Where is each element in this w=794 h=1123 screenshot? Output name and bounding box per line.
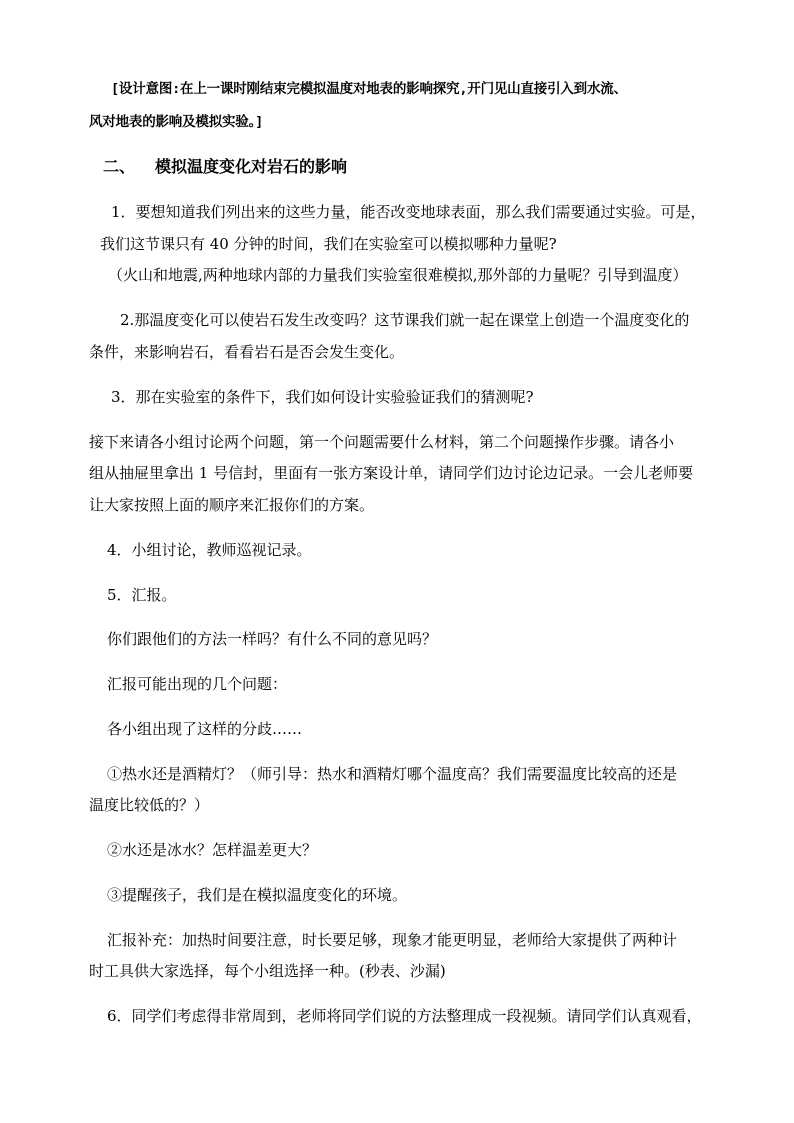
paragraph-6: 5．汇报。 xyxy=(107,586,177,604)
paragraph-1-line-2: 我们这节课只有 40 分钟的时间，我们在实验室可以模拟哪种力量呢? xyxy=(100,235,557,253)
paragraph-12: ③提醒孩子，我们是在模拟温度变化的环境。 xyxy=(107,886,408,904)
paragraph-1-line-1: 1．要想知道我们列出来的这些力量，能否改变地球表面，那么我们需要通过实验。可是， xyxy=(111,203,706,221)
section-title: 模拟温度变化对岩石的影响 xyxy=(155,157,348,176)
section-heading xyxy=(103,158,347,176)
paragraph-8: 汇报可能出现的几个问题： xyxy=(107,675,288,693)
paragraph-14: 6．同学们考虑得非常周到，老师将同学们说的方法整理成一段视频。请同学们认真观看， xyxy=(107,1007,702,1025)
paragraph-4-line-2: 组从抽屉里拿出 1 号信封，里面有一张方案设计单，请同学们边讨论边记录。一会儿老师要 xyxy=(89,464,694,482)
paragraph-1-line-3: （火山和地震,两种地球内部的力量我们实验室很难模拟,那外部的力量呢？引导到温度） xyxy=(108,266,688,284)
design-note-line-2: 风对地表的影响及模拟实验。] xyxy=(89,114,264,130)
paragraph-9: 各小组出现了这样的分歧…… xyxy=(107,720,303,738)
paragraph-10-line-2: 温度比较低的？） xyxy=(89,796,210,814)
paragraph-3: 3．那在实验室的条件下，我们如何设计实验验证我们的猜测呢? xyxy=(111,388,534,406)
paragraph-4-line-1: 接下来请各小组讨论两个问题，第一个问题需要什么材料，第二个问题操作步骤。请各小 xyxy=(89,433,675,451)
paragraph-10-line-1: ①热水还是酒精灯？（师引导：热水和酒精灯哪个温度高？我们需要温度比较高的还是 xyxy=(107,765,678,783)
design-note-line-1: [设计意图:在上一课时刚结束完模拟温度对地表的影响探究,开门见山直接引入到水流、 xyxy=(111,81,627,97)
paragraph-13-line-1: 汇报补充：加热时间要注意，时长要足够，现象才能更明显，老师给大家提供了两种计 xyxy=(107,931,678,949)
paragraph-5: 4．小组讨论，教师巡视记录。 xyxy=(107,541,312,559)
section-number: 二、 xyxy=(103,157,136,176)
paragraph-13-line-2: 时工具供大家选择，每个小组选择一种。(秒表、沙漏) xyxy=(89,962,446,980)
paragraph-11: ②水还是冰水？怎样温差更大？ xyxy=(107,841,318,859)
paragraph-2-line-2: 条件，来影响岩石，看看岩石是否会发生变化。 xyxy=(89,343,405,361)
paragraph-2-line-1: 2.那温度变化可以使岩石发生改变吗？这节课我们就一起在课堂上创造一个温度变化的 xyxy=(120,311,690,329)
paragraph-4-line-3: 让大家按照上面的顺序来汇报你们的方案。 xyxy=(89,496,375,514)
paragraph-7: 你们跟他们的方法一样吗？有什么不同的意见吗？ xyxy=(107,630,438,648)
